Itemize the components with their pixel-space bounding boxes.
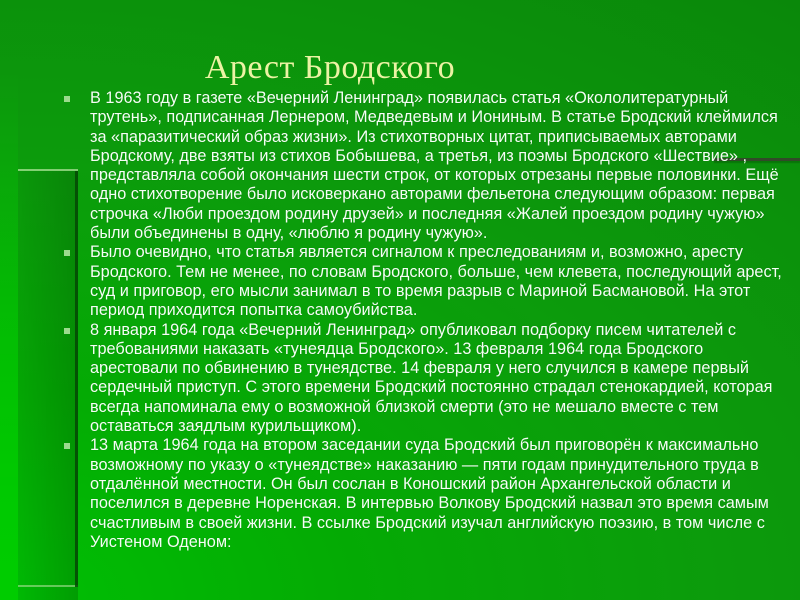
bullet-item: В 1963 году в газете «Вечерний Ленинград» появилась статья «Окололитературный трутень», подписанная Лернером, Медведевым и Иониным. В статье Бродский клеймился за «паразитический образ жизни». Из стихотворных цитат, приписываемых авторами Бродскому, две взяты из стихов Бобышева, а третья, из поэмы Бродского «Шествие» , представляла собой окончания шести строк, от которых отрезаны первые половинки. Ещё одно стихотворение было исковеркано авторами фельетона следующим образом: первая строчка «Люби проездом родину друзей» и последняя «Жалей проездом родину чужую» были объединены в одну, «люблю я родину чужую». xyxy=(62,89,786,243)
slide-title: Арест Бродского xyxy=(204,49,456,86)
bullet-item: 13 марта 1964 года на втором заседании суда Бродский был приговорён к максимально возможному по указу о «тунеядстве» наказанию — пяти годам принудительного труда в отдалённой местности. Он был сослан в Коношский район Архангельской области и поселился в деревне Норенская. В интервью Волкову Бродский назвал это время самым счастливым в своей жизни. В ссылке Бродский изучал английскую поэзию, в том числе с Уистеном Оденом: xyxy=(62,436,786,552)
bullet-list xyxy=(62,89,786,552)
left-edge-strip-decoration xyxy=(0,0,18,600)
bullet-item: Было очевидно, что статья является сигналом к преследованиям и, возможно, аресту Бродского. Тем не менее, по словам Бродского, больше, чем клевета, последующий арест, суд и приговор, его мысли занимал в то время разрыв с Мариной Басмановой. На этот период приходится попытка самоубийства. xyxy=(62,243,786,320)
bullet-item: 8 января 1964 года «Вечерний Ленинград» опубликовал подборку писем читателей с требованиями наказать «тунеядца Бродского». 13 февраля 1964 года Бродского арестовали по обвинению в тунеядстве. 14 февраля у него случился в камере первый сердечный приступ. С этого времени Бродский постоянно страдал стенокардией, которая всегда напоминала ему о возможной близкой смерти (это не мешало вместе с тем оставаться заядлым курильщиком). xyxy=(62,321,786,437)
